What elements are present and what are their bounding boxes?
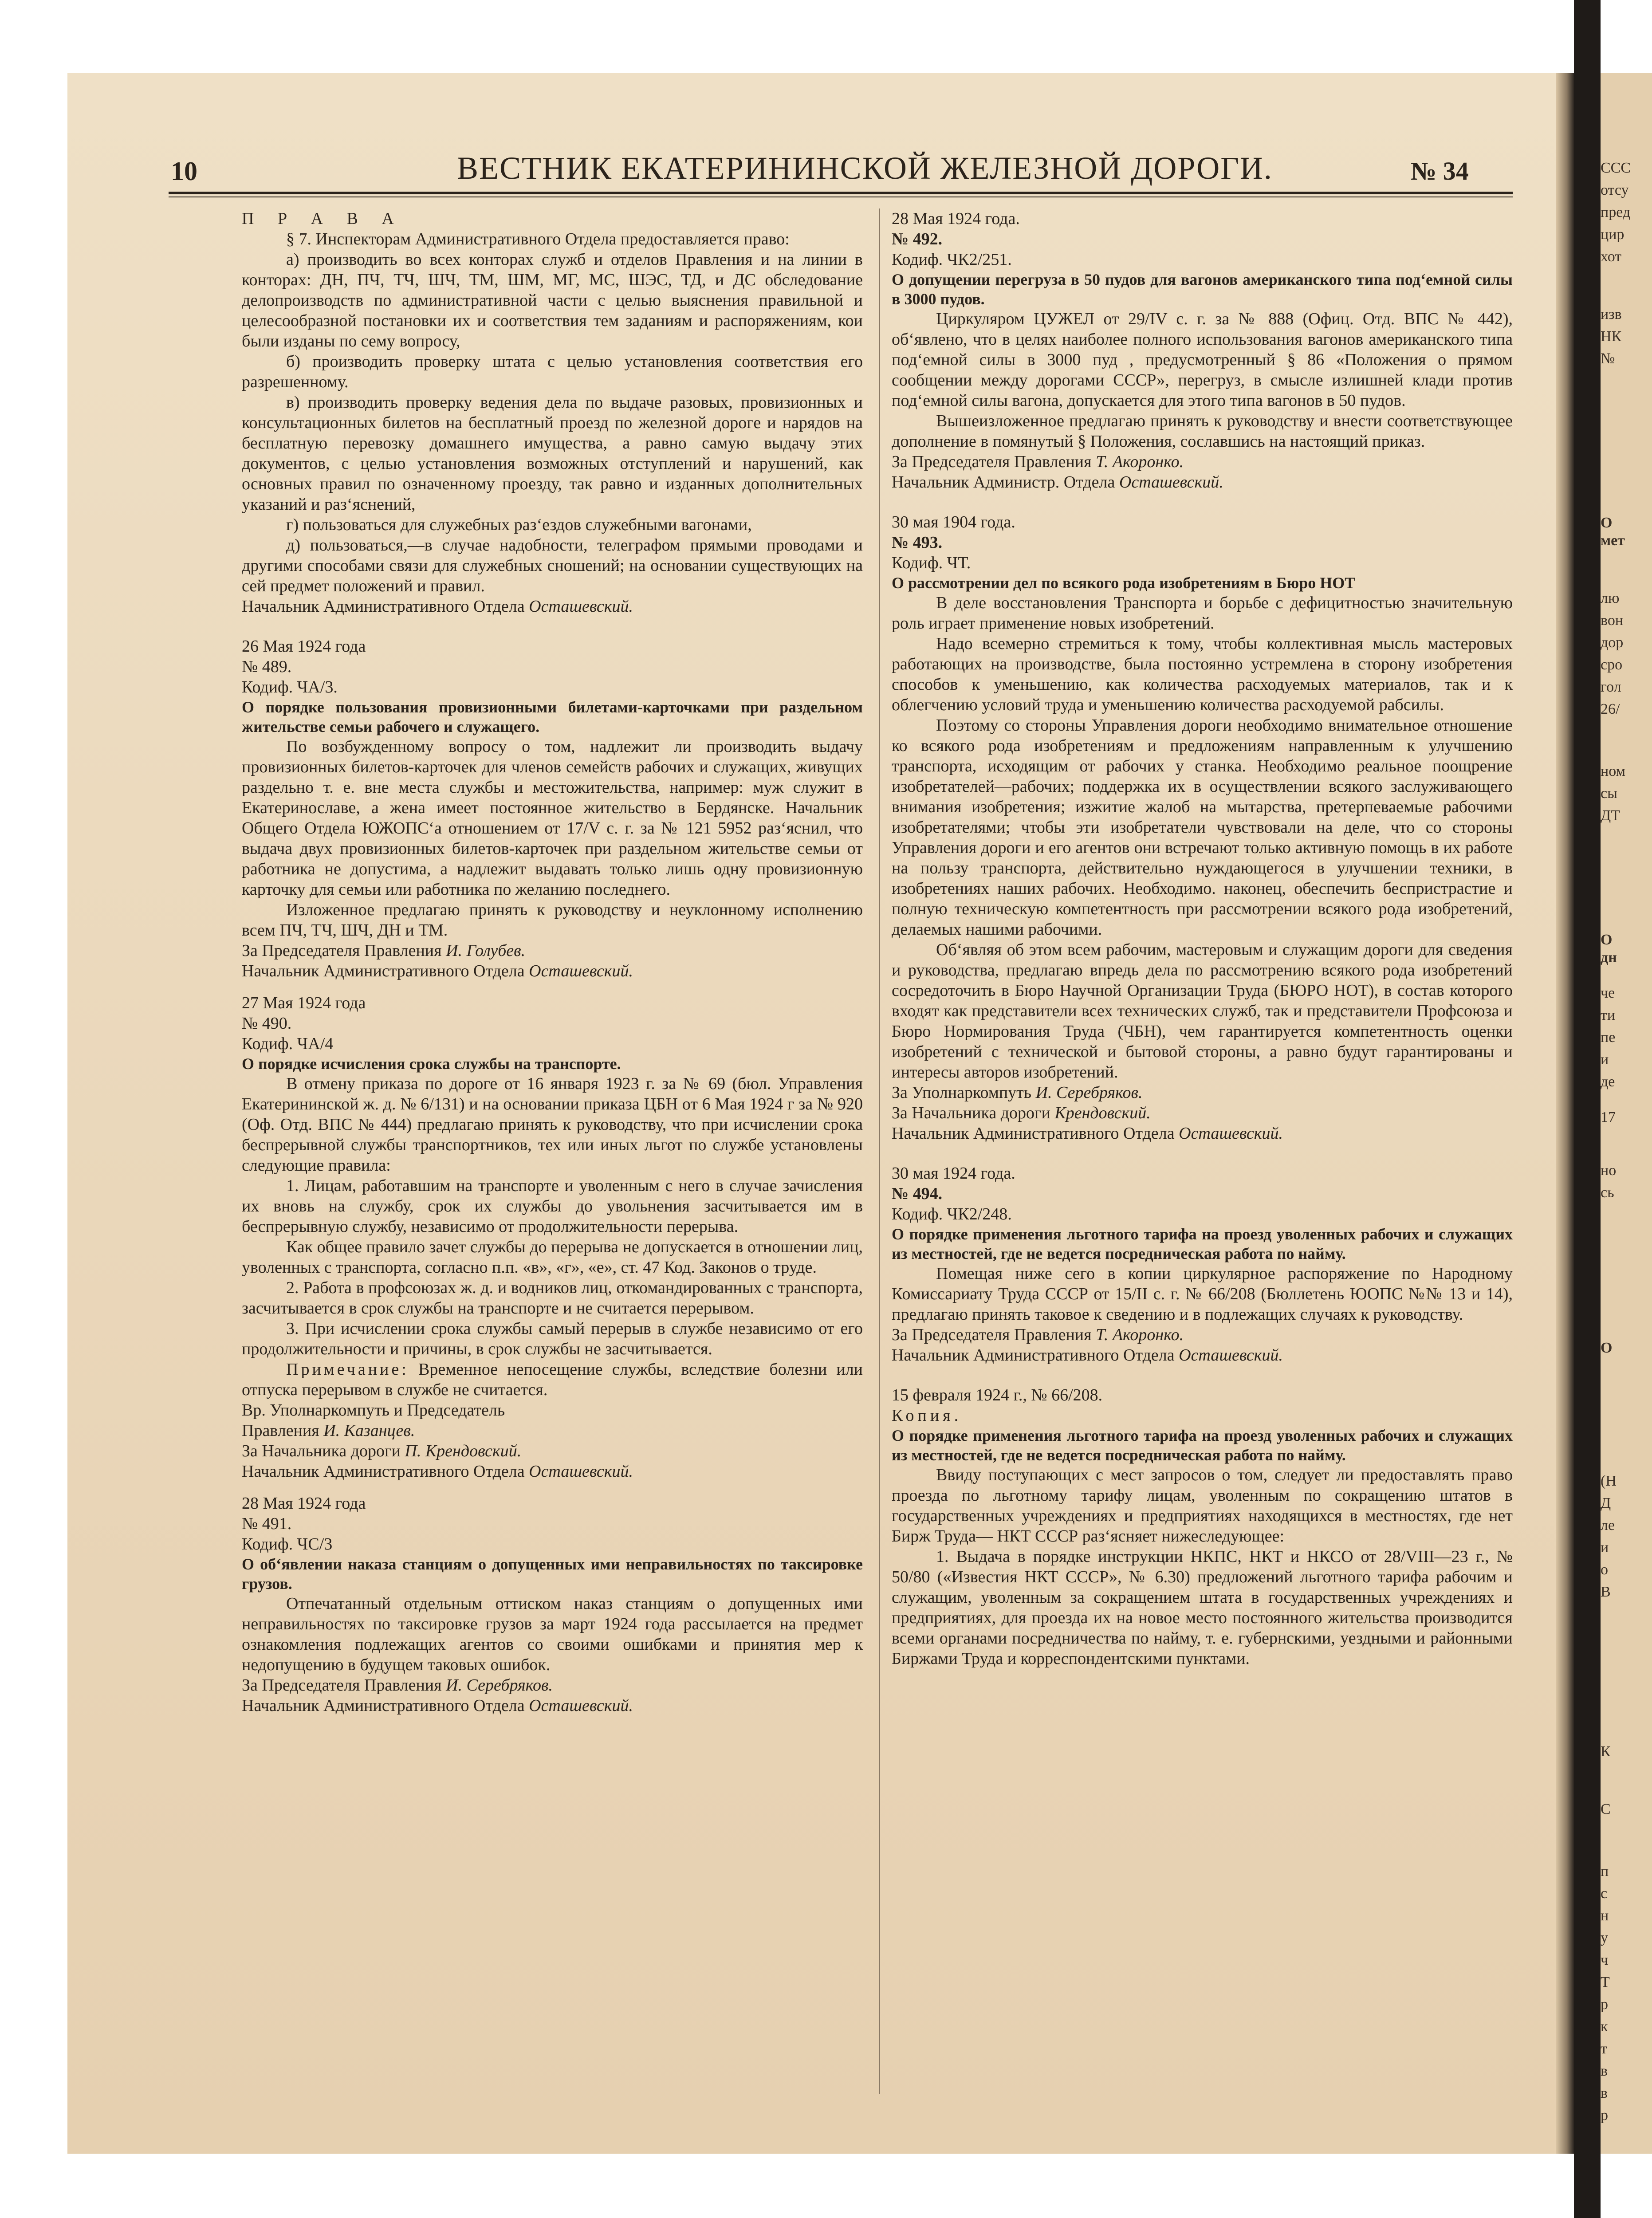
- left-column: [242, 208, 863, 1716]
- paragraph: Об‘являя об этом всем рабочим, мастеровым и служащим дороги для сведения и руководства, предлагаю впредь дела по рассмотрению всякого рода изобретений сосредоточить в Бюро Научной Организации Труда (БЮРО НОТ), в состав которого входят как представители всех технических служб, так и представители Профсоюза и Бюро Нормирования Труда (ЧБН), чем гарантируется компетентность оценки изобретений с технической и бытовой стороны, а равно будут гарантированы и интересы авторов изобретений.: [892, 940, 1513, 1081]
- paragraph: § 7. Инспекторам Административного Отдела предоставляется право:: [286, 230, 790, 248]
- next-page-fragment: сь: [1601, 1184, 1614, 1201]
- next-page-fragment: и: [1601, 1051, 1609, 1068]
- paragraph: 2. Работа в профсоюзах ж. д. и водников лиц, откомандированных с транспорта, засчитывается в срок службы на транспорте и не считается перерывом.: [242, 1278, 863, 1317]
- paragraph: г) пользоваться для служебных раз‘ездов служебными вагонами,: [286, 515, 752, 534]
- next-page-fragment: в: [1601, 2063, 1608, 2079]
- next-page-fragment: К: [1601, 1743, 1611, 1760]
- next-page-fragment: дор: [1601, 634, 1624, 651]
- next-page-fragment: вон: [1601, 612, 1624, 629]
- order-date: 28 Мая 1924 года.: [892, 209, 1020, 228]
- signature: За Председателя Правления Т. Акоронко.: [892, 1325, 1184, 1344]
- next-page-fragment: 17: [1601, 1109, 1616, 1125]
- signature: Начальник Административного Отдела Осташевский.: [242, 1696, 633, 1715]
- next-page-fragment: и: [1601, 1539, 1609, 1556]
- next-page-fragment: О: [1601, 515, 1613, 531]
- order-heading: О порядке пользования провизионными билетами-карточками при раздельном жительстве семьи рабочего и служащего.: [242, 698, 863, 735]
- paragraph: 1. Лицам, работавшим на транспорте и уволенным с него в случае зачисления их вновь на службу, срок их службы до увольнения засчитывается им в беспрерывную службу, независимо от продолжительности перерыва.: [242, 1176, 863, 1236]
- next-page-fragment: пред: [1601, 204, 1631, 220]
- next-page-fragment: р: [1601, 2107, 1608, 2124]
- signature: За Начальника дороги Крендовский.: [892, 1104, 1151, 1122]
- next-page-fragment: В: [1601, 1584, 1611, 1600]
- next-page-fragment: ле: [1601, 1517, 1615, 1534]
- next-page-fragment: н: [1601, 1907, 1609, 1924]
- page-number: 10: [171, 157, 197, 186]
- order-number: № 493.: [892, 533, 943, 552]
- next-page-fragment: че: [1601, 985, 1615, 1001]
- next-page-fragment: сро: [1601, 657, 1623, 673]
- order-codif: Кодиф. ЧК2/251.: [892, 250, 1012, 269]
- next-page-fragment: мет: [1601, 532, 1625, 549]
- signature: За Начальника дороги П. Крендовский.: [242, 1442, 522, 1460]
- next-page-fragment: р: [1601, 1996, 1608, 2013]
- next-page-fragment: ДТ: [1601, 807, 1620, 824]
- order-heading: О рассмотрении дел по всякого рода изобретениям в Бюро НОТ: [892, 574, 1356, 592]
- right-column: [892, 208, 1513, 1669]
- order-heading: О порядке исчисления срока службы на транспорте.: [242, 1055, 621, 1073]
- next-page-fragment: №: [1601, 350, 1615, 367]
- next-page-fragment: С: [1601, 1801, 1611, 1817]
- signature: За Председателя Правления И. Голубев.: [242, 941, 526, 960]
- next-page-fragment: хот: [1601, 248, 1622, 265]
- column-divider: [879, 208, 880, 2094]
- next-page-fragment: НК: [1601, 328, 1622, 345]
- signature: Вр. Уполнаркомпуть и Председатель: [242, 1401, 505, 1420]
- paragraph: а) производить во всех конторах служб и отделов Правления и на линии в конторах: ДН, ПЧ, ТЧ, ШЧ, ТМ, ШМ, МГ, МС, ШЭС, ТД, и ДС обследование делопроизводств по административной части с целью выяснения правильной и целесообразной постановки их и соответствия тем заданиям и распоряжениям, кои были изданы по сему вопросу,: [242, 250, 863, 350]
- order-heading: О допущении перегруза в 50 пудов для вагонов американского типа под‘емной силы в 3000 пудов.: [892, 271, 1513, 308]
- order-number: № 491.: [242, 1514, 292, 1533]
- order-codif: Кодиф. ЧК2/248.: [892, 1205, 1012, 1223]
- paragraph: Вышеизложенное предлагаю принять к руководству и внести соответствующее дополнение в помянутый § Положения, сославшись на настоящий приказ.: [892, 412, 1513, 451]
- next-page-fragment: лю: [1601, 590, 1620, 606]
- order-codif: Кодиф. ЧТ.: [892, 554, 971, 572]
- next-page-fragment: сы: [1601, 785, 1617, 802]
- note: Примечание: Временное непосещение службы, вследствие болезни или отпуска перерывом в службе не считается.: [242, 1360, 863, 1399]
- paragraph: Помещая ниже сего в копии циркулярное распоряжение по Народному Комиссариату Труда СССР от 15/II с. г. № 66/208 (Бюллетень ЮОПС №№ 13 и 14), предлагаю принять таковое к сведению и в подлежащих случаях к руководству.: [892, 1264, 1513, 1324]
- header-rule: [169, 192, 1513, 194]
- next-page-fragment: (Н: [1601, 1473, 1617, 1489]
- next-page-fragment: ССС: [1601, 160, 1631, 176]
- copy-date: 15 февраля 1924 г., № 66/208.: [892, 1386, 1103, 1404]
- next-page-fragment: о: [1601, 1561, 1608, 1578]
- signature: Начальник Административного Отдела Осташевский.: [892, 1346, 1283, 1365]
- next-page-fragment: ти: [1601, 1007, 1616, 1023]
- order-number: № 494.: [892, 1184, 943, 1203]
- paragraph: В деле восстановления Транспорта и борьбе с дефицитностью значительную роль играет применение новых изобретений.: [892, 594, 1513, 633]
- page-gutter: [1556, 73, 1574, 2154]
- next-page-fragment: ч: [1601, 1952, 1609, 1968]
- paragraph: Надо всемерно стремиться к тому, чтобы коллективная мысль мастеровых работающих на производстве, была постоянно устремлена в сторону изобретения способов к уменьшению, как количества расходуемых материалов, так и к облегчению условий труда и уменьшению количества расходуемой рабсилы.: [892, 634, 1513, 714]
- order-number: № 489.: [242, 657, 292, 676]
- signature: За Председателя Правления Т. Акоронко.: [892, 452, 1184, 471]
- next-page-fragment: отсу: [1601, 182, 1629, 198]
- paragraph: Отпечатанный отдельным оттиском наказ станциям о допущенных ими неправильностях по таксировке грузов за март 1924 года рассылается на предмет ознакомления подлежащих агентов со своими ошибками и принятия мер к недопущению в будущем таковых ошибок.: [242, 1594, 863, 1674]
- paragraph: в) производить проверку ведения дела по выдаче разовых, провизионных и консультационных билетов на бесплатный проезд по железной дороге и нарядов на бесплатную перевозку домашнего имущества, а равно самую выдачу этих документов, с целью установления возможных отступлений и нарушений, как основных правил по означенному проезду, так равно и изданных дополнительных указаний и раз‘яснений,: [242, 393, 863, 514]
- next-page-fragment: п: [1601, 1863, 1609, 1880]
- paragraph: д) пользоваться,—в случае надобности, телеграфом прямыми проводами и другими способами связи для служебных сношений; на основании существующих на сей предмет положений и правил.: [242, 536, 863, 595]
- order-heading: О порядке применения льготного тарифа на проезд уволенных рабочих и служащих из местностей, где не ведется посредническая работа по найму.: [892, 1427, 1513, 1464]
- binding-shadow: [1574, 0, 1601, 2218]
- signature: За Председателя Правления И. Серебряков.: [242, 1676, 553, 1695]
- next-page-fragment: Т: [1601, 1974, 1610, 1990]
- signature: Правления И. Казанцев.: [242, 1421, 415, 1440]
- next-page-fragment: у: [1601, 1930, 1608, 1946]
- next-page-fragment: де: [1601, 1074, 1615, 1090]
- order-date: 28 Мая 1924 года: [242, 1494, 366, 1513]
- paragraph: По возбужденному вопросу о том, надлежит ли производить выдачу провизионных билетов-карточек для членов семейств рабочих и служащих, живущих раздельно т. е. вне места службы и местожительства, например: муж служит в Екатеринославе, а жена имеет постоянное жительство в Бердянске. Начальник Общего Отдела ЮЖОПС‘а отношением от 17/V с. г. за № 121 5952 раз‘яснил, что выдача двух провизионных билетов-карточек при раздельном жительстве семьи от работника не допустима, а надлежит выдавать только лишь одну провизионную карточку для семьи или работника по желанию последнего.: [242, 737, 863, 899]
- copy-label: Копия.: [892, 1406, 962, 1425]
- section-title: П Р А В А: [242, 209, 404, 228]
- order-date: 26 Мая 1924 года: [242, 637, 366, 656]
- order-number: № 490.: [242, 1014, 292, 1033]
- next-page-edge: [1601, 73, 1652, 2154]
- next-page-fragment: с: [1601, 1885, 1608, 1902]
- order-date: 30 мая 1924 года.: [892, 1164, 1015, 1183]
- next-page-fragment: 26/: [1601, 701, 1620, 717]
- signature: Начальник Административного Отдела Осташевский.: [242, 962, 633, 980]
- next-page-fragment: изв: [1601, 306, 1622, 322]
- signature: Начальник Административного Отдела Осташевский.: [242, 1462, 633, 1481]
- next-page-fragment: Д: [1601, 1495, 1611, 1511]
- issue-number: № 34: [1411, 157, 1469, 185]
- next-page-fragment: но: [1601, 1162, 1617, 1179]
- paragraph: Поэтому со стороны Управления дороги необходимо внимательное отношение ко всякого рода изобретениям и предложениям направленным к улучшению транспорта, исходящим от рабочих у станка. Необходимо реальное поощрение изобретателей—рабочих; поддержка их в осуществлении всякого заслуживающего внимания изобретения; изжитие жалоб на мытарства, претерпеваемые рабочими изобретателями; чтобы эти изобретатели чувствовали на деле, что со стороны Управления дороги и его агентов они встречают только активную помощь в их работе на пользу транспорта, действительно нуждающегося в улучшении техники, в изобретениях наших рабочих. Необходимо. наконец, обеспечить беспристрастие и полную техническую компетентность при рассмотрении всякого рода изобретений, делаемых нашими рабочими.: [892, 716, 1513, 939]
- next-page-fragment: пе: [1601, 1029, 1616, 1046]
- paragraph: Изложенное предлагаю принять к руководству и неуклонному исполнению всем ПЧ, ТЧ, ШЧ, ДН и ТМ.: [242, 901, 863, 940]
- next-page-fragment: О: [1601, 1340, 1613, 1356]
- order-date: 30 мая 1904 года.: [892, 513, 1015, 531]
- paragraph: 3. При исчислении срока службы самый перерыв в службе независимо от его продолжительности и причины, в срок службы не засчитывается.: [242, 1319, 863, 1358]
- paragraph: Циркуляром ЦУЖЕЛ от 29/IV с. г. за № 888 (Офиц. Отд. ВПС № 442), об‘явлено, что в целях наиболее полного использования вагонов американского типа под‘емной силы в 3000 пуд , предусмотренный § 86 «Положения о прямом сообщении между дорогами СССР», перегруз, в смысле излишней клади против под‘емной силы вагона, допускается для этого типа вагонов в 50 пудов.: [892, 310, 1513, 410]
- paragraph: 1. Выдача в порядке инструкции НКПС, НКТ и НКСО от 28/VIII—23 г., № 50/80 («Известия НКТ СССР», № 6.30) предложений льготного тарифа рабочим и служащим, уволенным за сокращением штата в государственных учреждениях и предприятиях, для проезда их на новое место постоянного жительства производится всеми органами посредничества по найму, т. е. губернскими, уездными и районными Биржами Труда и корреспондентскими пунктами.: [892, 1547, 1513, 1668]
- newspaper-title: ВЕСТНИК ЕКАТЕРИНИНСКОЙ ЖЕЛЕЗНОЙ ДОРОГИ.: [457, 150, 1273, 186]
- next-page-fragment: т: [1601, 2041, 1607, 2057]
- next-page-fragment: гол: [1601, 679, 1621, 695]
- order-codif: Кодиф. ЧА/3.: [242, 678, 338, 696]
- next-page-fragment: ном: [1601, 763, 1626, 779]
- signature: Начальник Административного Отдела Осташевский.: [242, 597, 633, 616]
- order-number: № 492.: [892, 230, 943, 248]
- paragraph: Как общее правило зачет службы до перерыва не допускается в отношении лиц, уволенных с транспорта, согласно п.п. «в», «г», «е», ст. 47 Код. Законов о труде.: [242, 1238, 863, 1277]
- paragraph: б) производить проверку штата с целью установления соответствия его разрешенному.: [242, 352, 863, 391]
- signature: Начальник Администр. Отдела Осташевский.: [892, 473, 1223, 492]
- order-codif: Кодиф. ЧА/4: [242, 1034, 334, 1053]
- paragraph: В отмену приказа по дороге от 16 января 1923 г. за № 69 (бюл. Управления Екатерининской ж. д. № 6/131) и на основании приказа ЦБН от 6 Мая 1924 г за № 920 (Оф. Отд. ВПС № 444) предлагаю принять к руководству, что при исчислении срока беспрерывной службы транспортников, тех или иных льгот по службе установлены следующие правила:: [242, 1074, 863, 1175]
- paragraph: Ввиду поступающих с мест запросов о том, следует ли предоставлять право проезда по льготному тарифу лицам, уволенным по сокращению штатов в государственных учреждениях и предприятиях находящихся в местностях, где нет Бирж Труда— НКТ СССР раз‘ясняет нижеследующее:: [892, 1466, 1513, 1546]
- next-page-fragment: к: [1601, 2018, 1608, 2035]
- next-page-fragment: цир: [1601, 226, 1624, 243]
- signature: Начальник Административного Отдела Осташевский.: [892, 1124, 1283, 1143]
- order-codif: Кодиф. ЧС/3: [242, 1535, 333, 1553]
- order-heading: О порядке применения льготного тарифа на проезд уволенных рабочих и служащих из местностей, где не ведется посредническая работа по найму.: [892, 1225, 1513, 1262]
- next-page-fragment: в: [1601, 2085, 1608, 2101]
- signature: За Уполнаркомпуть И. Серебряков.: [892, 1083, 1143, 1102]
- order-date: 27 Мая 1924 года: [242, 994, 366, 1012]
- order-heading: О об‘явлении наказа станциям о допущенных ими неправильностях по таксировке грузов.: [242, 1555, 863, 1593]
- next-page-fragment: дн: [1601, 949, 1617, 966]
- next-page-fragment: О: [1601, 932, 1613, 948]
